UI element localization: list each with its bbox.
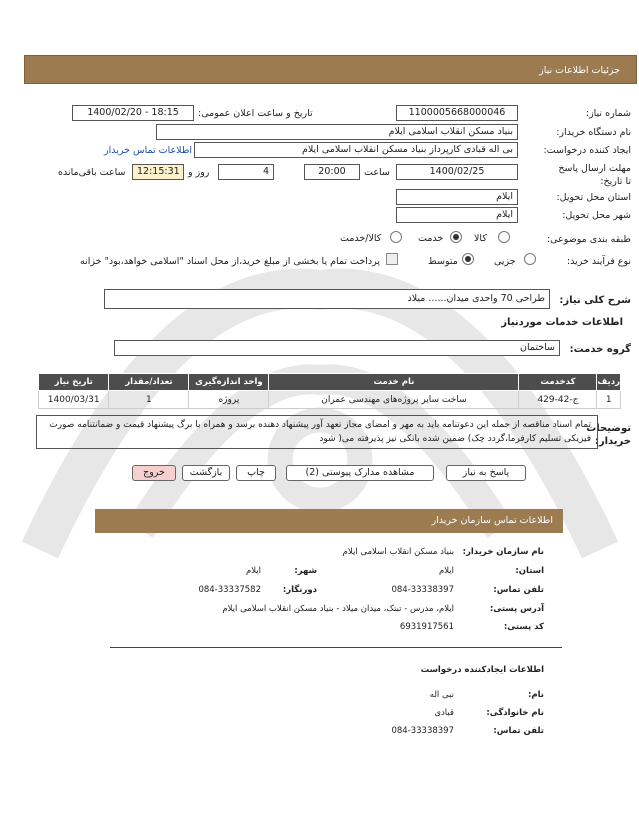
deadline-time-field: 20:00 xyxy=(304,164,360,180)
cell-quantity: 1 xyxy=(109,391,189,409)
radio-medium[interactable] xyxy=(462,253,474,265)
fax-label: دورنگار: xyxy=(282,585,317,595)
table-header-row xyxy=(39,374,621,391)
time-left-field: 12:15:31 xyxy=(132,164,184,180)
reply-button[interactable]: پاسخ به نیاز xyxy=(446,465,526,481)
postal-value: 6931917561 xyxy=(399,622,454,632)
radio-goods[interactable] xyxy=(498,231,510,243)
cell-row: 1 xyxy=(597,391,621,409)
radio-goods-service[interactable] xyxy=(390,231,402,243)
need-desc-label: شرح کلی نیاز: xyxy=(559,295,631,306)
buyer-org-field: بنیاد مسکن انقلاب اسلامی ایلام xyxy=(156,124,518,140)
attachments-button[interactable]: مشاهده مدارک پیوستی (2) xyxy=(286,465,434,481)
need-number-label: شماره نیاز: xyxy=(585,108,631,119)
creator-family: قبادی xyxy=(434,708,454,718)
need-number-field: 1100005668000046 xyxy=(396,105,518,121)
buyer-notes-label: توضیحات خریدار: xyxy=(586,423,631,447)
creator-name-label: نام: xyxy=(527,690,544,700)
col-service-code: کدخدمت xyxy=(519,374,597,391)
requester-field: بی اله قبادی کارپرداز بنیاد مسکن انقلاب اسلامی ایلام xyxy=(194,142,518,158)
radio-goods-label: کالا xyxy=(474,233,487,244)
day-label: روز و xyxy=(188,167,210,178)
cell-service-name: ساخت سایر پروژه‌های مهندسی عمران xyxy=(269,391,519,409)
org-name-label: نام سازمان خریدار: xyxy=(462,547,544,557)
payment-note: پرداخت تمام یا بخشی از مبلغ خرید،از محل اسناد "اسلامی خواهد،بود" خزانه xyxy=(80,256,380,267)
postal-label: کد پستی: xyxy=(503,622,544,632)
col-unit: واحد اندازه‌گیری xyxy=(189,374,269,391)
services-table xyxy=(38,373,621,409)
category-label: طبقه بندی موضوعی: xyxy=(546,234,631,245)
cell-service-code: ج-42-429 xyxy=(519,391,597,409)
contact-section-title: اطلاعات تماس سازمان خریدار xyxy=(431,515,553,526)
buyer-notes-field: تمام اسناد مناقصه از جمله این دعوتنامه باید به مهر و امضای مجاز تعهد آور پیشنهاد دهنده برسد و همراه با برگ پیشنهاد قیمت و ضمانتنامه صورت فیزیکی تسلیم کارفرما،گردد چک) ضمین شده بانکی نیز پذیرفته می( شود xyxy=(36,415,598,449)
delivery-province-field: ایلام xyxy=(396,189,518,205)
radio-service[interactable] xyxy=(450,231,462,243)
back-button[interactable]: بازگشت xyxy=(182,465,230,481)
delivery-city-label: شهر محل تحویل: xyxy=(562,210,631,221)
requester-label: ایجاد کننده درخواست: xyxy=(543,145,631,156)
phone-label: تلفن تماس: xyxy=(493,585,544,595)
remaining-label: ساعت باقی‌مانده xyxy=(58,167,126,178)
province-label: استان: xyxy=(515,566,544,576)
radio-medium-label: متوسط xyxy=(428,256,458,267)
col-row: ردیف xyxy=(597,374,621,391)
need-desc-field: طراحی 70 واحدی میدان...... میلاد xyxy=(104,289,550,309)
deadline-date-field: 1400/02/25 xyxy=(396,164,518,180)
time-label: ساعت xyxy=(364,167,390,178)
service-group-label: گروه خدمت: xyxy=(569,344,631,355)
radio-goods-service-label: کالا/خدمت xyxy=(340,233,382,244)
province-value: ایلام xyxy=(438,566,454,576)
announce-datetime-field: 1400/02/20 - 18:15 xyxy=(72,105,194,121)
buyer-contact-link[interactable]: اطلاعات تماس خریدار xyxy=(104,145,193,156)
address-label: آدرس پستی: xyxy=(489,604,544,614)
city-label: شهر: xyxy=(294,566,317,576)
address-value: ایلام، مدرس - تبنک، میدان میلاد - بنیاد مسکن انقلاب اسلامی ایلام xyxy=(222,604,454,614)
payment-checkbox[interactable] xyxy=(386,253,398,265)
contact-section-bar xyxy=(95,509,563,533)
divider xyxy=(110,647,562,648)
creator-title: اطلاعات ایجادکننده درخواست xyxy=(420,665,544,675)
buyer-org-label: نام دستگاه خریدار: xyxy=(556,127,631,138)
exit-button[interactable]: خروج xyxy=(132,465,176,481)
services-info-title: اطلاعات خدمات موردنیاز xyxy=(501,317,623,328)
page-title: جزئیات اطلاعات نیاز xyxy=(539,65,620,76)
header-bar xyxy=(24,55,637,84)
creator-family-label: نام خانوادگی: xyxy=(486,708,544,718)
delivery-province-label: استان محل تحویل: xyxy=(556,192,631,203)
table-row xyxy=(39,391,621,409)
creator-name: نبی اله xyxy=(429,690,454,700)
cell-need-date: 1400/03/31 xyxy=(39,391,109,409)
radio-service-label: خدمت xyxy=(418,233,444,244)
print-button[interactable]: چاپ xyxy=(236,465,276,481)
creator-phone-label: تلفن تماس: xyxy=(493,726,544,736)
service-group-field: ساختمان xyxy=(114,340,560,356)
radio-minor[interactable] xyxy=(524,253,536,265)
delivery-city-field: ایلام xyxy=(396,207,518,223)
cell-unit: پروژه xyxy=(189,391,269,409)
col-quantity: تعداد/مقدار xyxy=(109,374,189,391)
days-left-field: 4 xyxy=(218,164,274,180)
announce-datetime-label: تاریخ و ساعت اعلان عمومی: xyxy=(198,108,313,119)
col-service-name: نام خدمت xyxy=(269,374,519,391)
process-type-label: نوع فرآیند خرید: xyxy=(566,256,631,267)
creator-phone: 084-33338397 xyxy=(391,726,454,736)
org-name: بنیاد مسکن انقلاب اسلامی ایلام xyxy=(342,547,454,557)
col-need-date: تاریخ نیاز xyxy=(39,374,109,391)
phone-value: 084-33338397 xyxy=(391,585,454,595)
radio-minor-label: جزیی xyxy=(494,256,516,267)
deadline-label: مهلت ارسال پاسخ تا تاریخ: xyxy=(558,163,631,187)
fax-value: 084-33337582 xyxy=(198,585,261,595)
city-value: ایلام xyxy=(245,566,261,576)
